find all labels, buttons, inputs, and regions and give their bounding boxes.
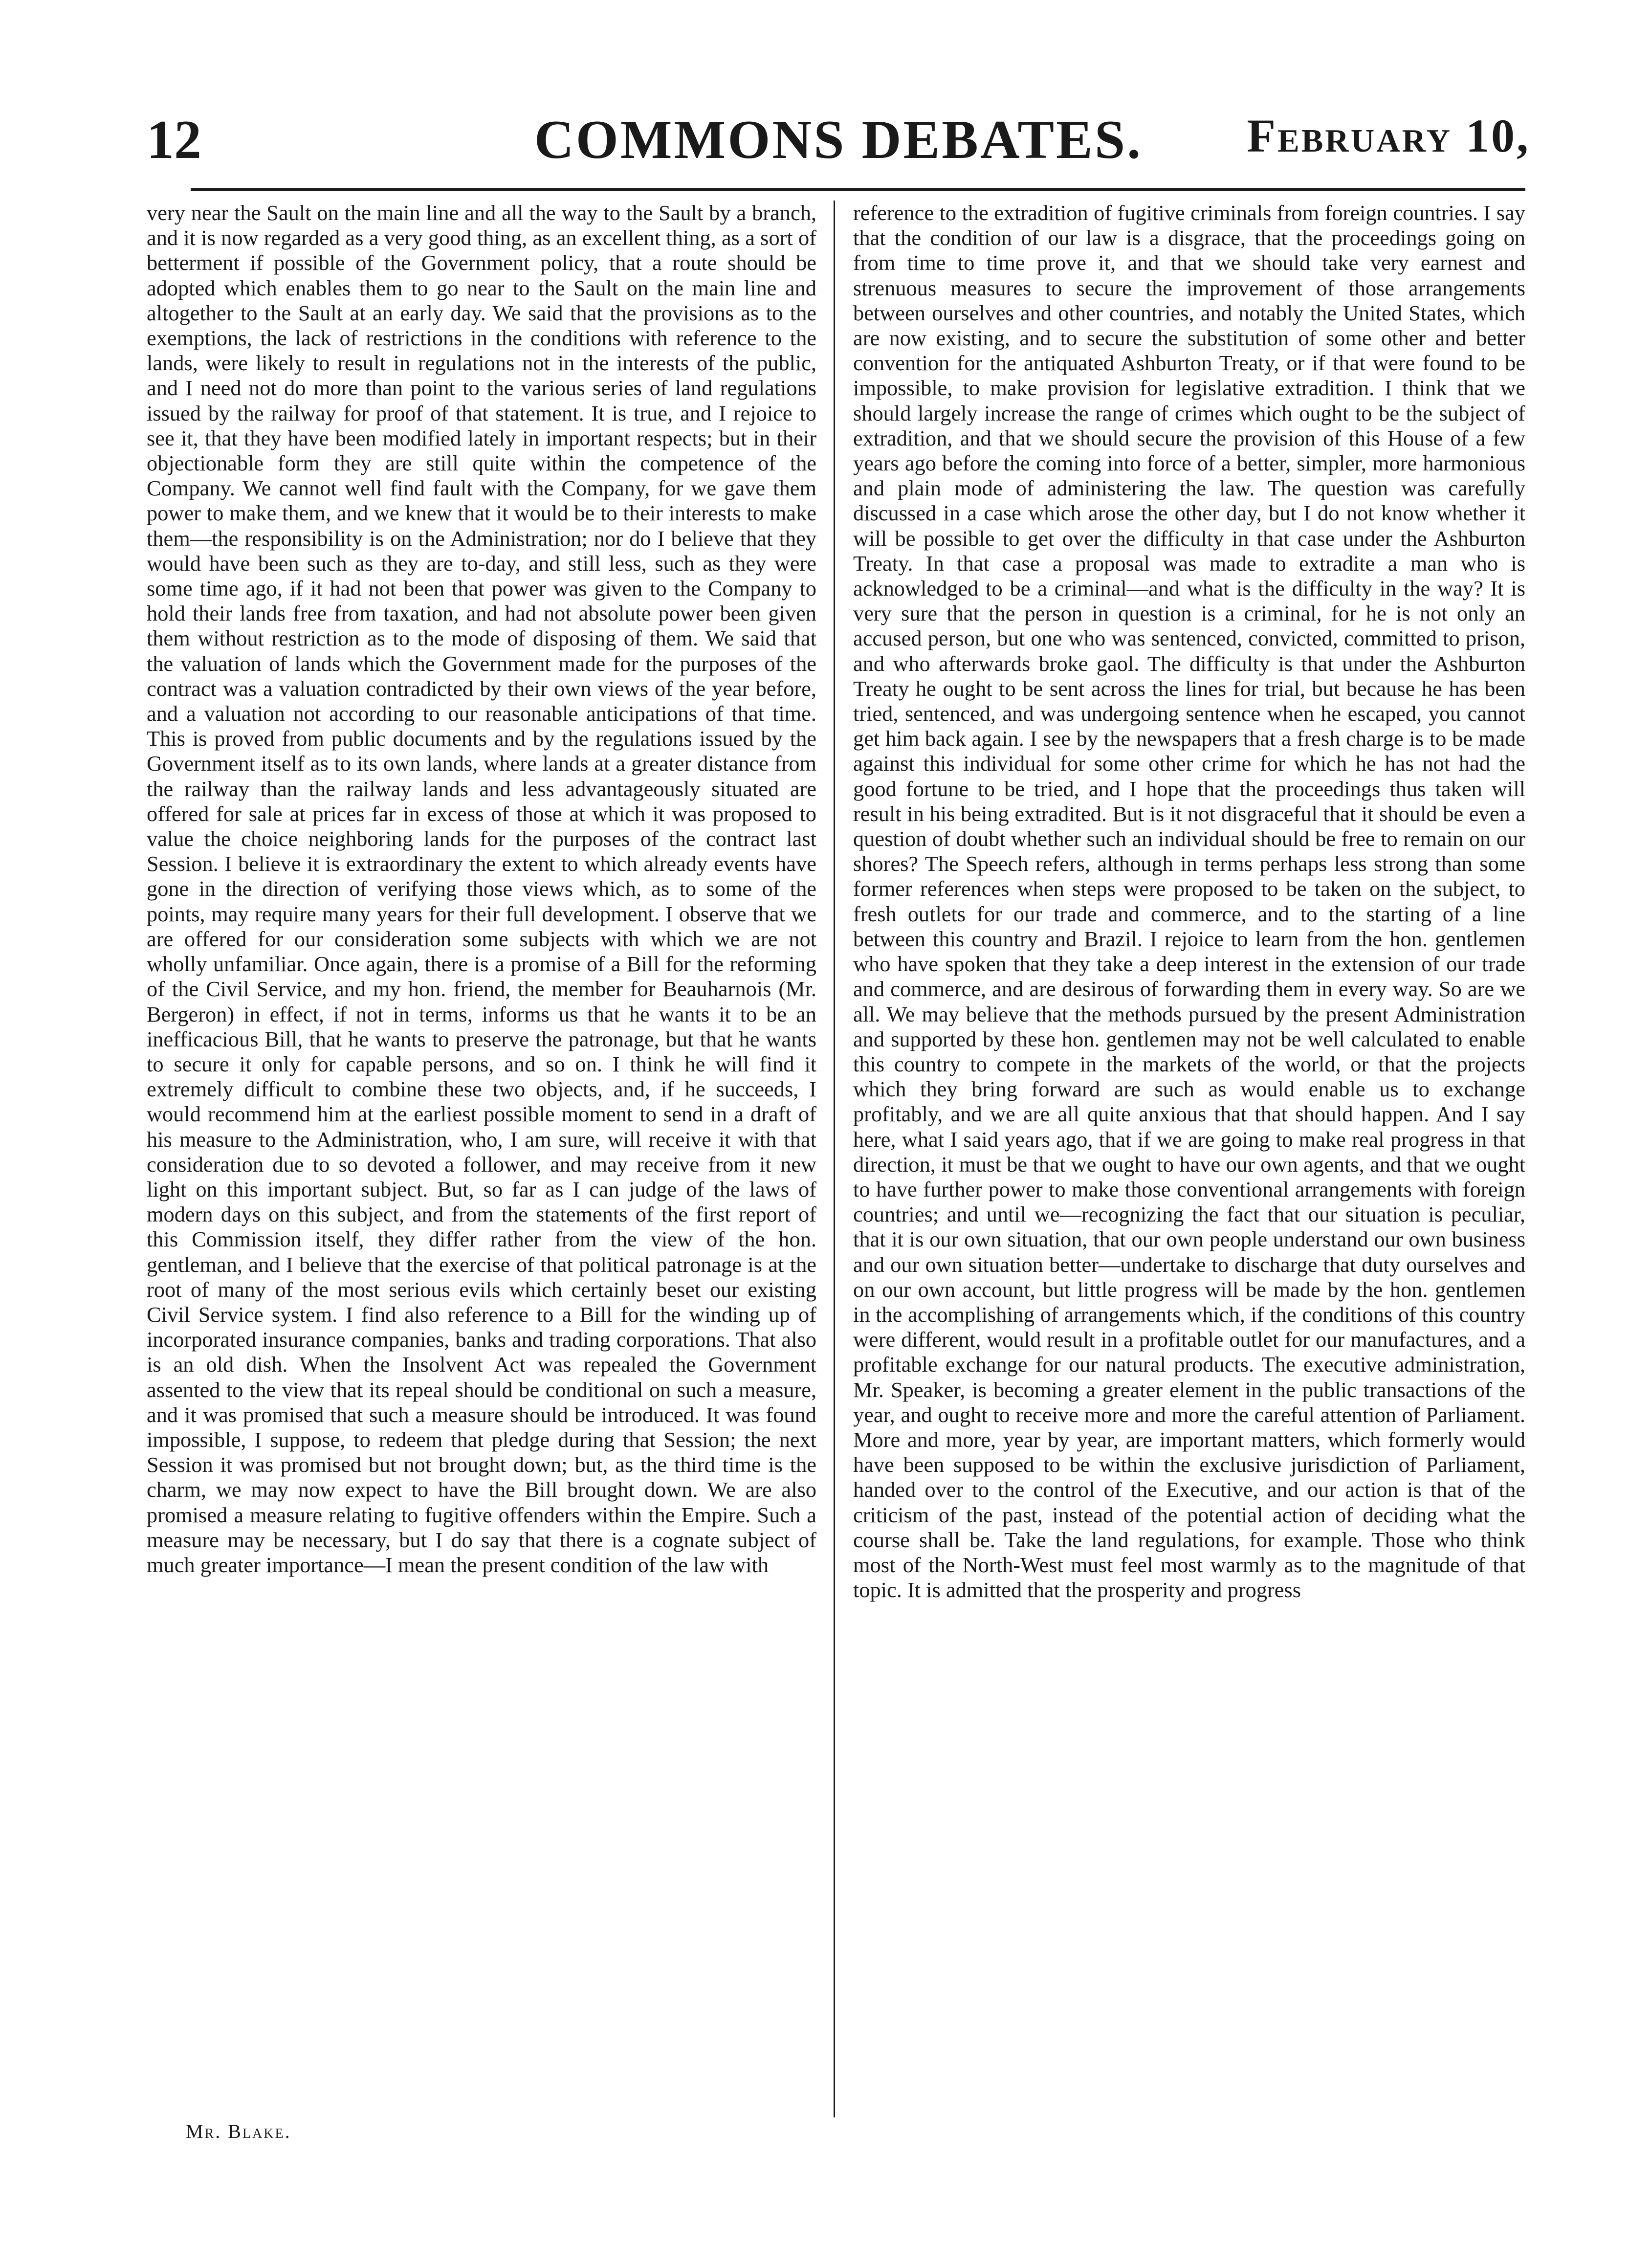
page-number: 12 — [147, 110, 201, 170]
column-divider — [834, 200, 835, 2117]
running-date: February 10, — [1247, 110, 1530, 162]
running-title: COMMONS DEBATES. — [534, 110, 1143, 170]
left-column-text: very near the Sault on the main line and all the way to the Sault by a branch, and it is now regarded as a very good thing, as an excellent thing, as a sort of betterment if possible of the Government policy, that a route should be adopted which enables them to go near to the Sault on the main line and altogether to the Sault at an early day. We said that the provisions as to the exemptions, the lack of restrictions in the conditions with reference to the lands, were likely to result in regulations not in the interests of the public, and I need not do more than point to the various series of land regulations issued by the railway for proof of that statement. It is true, and I rejoice to see it, that they have been modified lately in important respects; but in their objectionable form they are still quite within the competence of the Company. We cannot well find fault with the Company, for we gave them power to make them, and we knew that it would be to their interests to make them—the responsibility is on the Administration; nor do I believe that they would have been such as they are to-day, and still less, such as they were some time ago, if it had not been that power was given to the Company to hold their lands free from taxation, and had not absolute power been given them without restriction as to the mode of disposing of them. We said that the valuation of lands which the Government made for the purposes of the contract was a valuation contradicted by their own views of the year before, and a valuation not according to our reasonable anticipations of that time. This is proved from public documents and by the regulations issued by the Government itself as to its own lands, where lands at a greater distance from the railway than the railway lands and less advantageously situated are offered for sale at prices far in excess of those at which it was proposed to value the choice neighboring lands for the purposes of the contract last Session. I believe it is extraordinary the extent to which already events have gone in the direction of verifying those views which, as to some of the points, may require many years for their full development. I observe that we are offered for our consideration some subjects with which we are not wholly unfamiliar. Once again, there is a promise of a Bill for the reforming of the Civil Service, and my hon. friend, the member for Beauharnois (Mr. Bergeron) in effect, if not in terms, informs us that he wants it to be an inefficacious Bill, that he wants to preserve the patronage, but that he wants to secure it only for capable persons, and so on. I think he will find it extremely difficult to combine these two objects, and, if he succeeds, I would recommend him at the earliest possible moment to send in a draft of his measure to the Administration, who, I am sure, will receive it with that consideration due to so devoted a follower, and may receive from it new light on this important subject. But, so far as I can judge of the laws of modern days on this subject, and from the statements of the first report of this Commission itself, they differ rather from the view of the hon. gentleman, and I believe that the exercise of that political patronage is at the root of many of the most serious evils which certainly beset our existing Civil Service system. I find also reference to a Bill for the winding up of incorporated insurance companies, banks and trading corporations. That also is an old dish. When the Insolvent Act was repealed the Government assented to the view that its repeal should be conditional on such a measure, and it was promised that such a measure should be introduced. It was found impossible, I suppose, to redeem that pledge during that Session; the next Session it was promised but not brought down; but, as the third time is the charm, we may now expect to have the Bill brought down. We are also promised a measure relating to fugitive offenders within the Empire. Such a measure may be necessary, but I do say that there is a cognate subject of much greater importance—I mean the present condition of the law with — [147, 200, 816, 1577]
header-rule — [191, 188, 1525, 191]
speaker-footer: Mr. Blake. — [186, 2120, 291, 2142]
right-column-text: reference to the extradition of fugitive criminals from foreign countries. I say that the condition of our law is a disgrace, that the proceedings going on from time to time prove it, and that we should take very earnest and strenuous measures to secure the improvement of those arrangements between ourselves and other countries, and notably the United States, which are now existing, and to secure the substitution of some other and better convention for the antiquated Ashburton Treaty, or if that were found to be impossible, to make provision for legislative extradition. I think that we should largely increase the range of crimes which ought to be the subject of extradition, and that we should secure the provision of this House of a few years ago before the coming into force of a better, simpler, more harmonious and plain mode of administering the law. The question was carefully discussed in a case which arose the other day, but I do not know whether it will be possible to get over the difficulty in that case under the Ashburton Treaty. In that case a proposal was made to extradite a man who is acknowledged to be a criminal—and what is the difficulty in the way? It is very sure that the person in question is a criminal, for he is not only an accused person, but one who was sentenced, convicted, committed to prison, and who afterwards broke gaol. The difficulty is that under the Ashburton Treaty he ought to be sent across the lines for trial, but because he has been tried, sentenced, and was undergoing sentence when he escaped, you cannot get him back again. I see by the newspapers that a fresh charge is to be made against this individual for some other crime for which he has not had the good fortune to be tried, and I hope that the proceedings thus taken will result in his being extradited. But is it not disgraceful that it should be even a question of doubt whether such an individual should be free to remain on our shores? The Speech refers, although in terms perhaps less strong than some former references when steps were proposed to be taken on the subject, to fresh outlets for our trade and commerce, and to the starting of a line between this country and Brazil. I rejoice to learn from the hon. gentlemen who have spoken that they take a deep interest in the extension of our trade and commerce, and are desirous of forwarding them in every way. So are we all. We may believe that the methods pursued by the present Administration and supported by these hon. gentlemen may not be well calculated to enable this country to compete in the markets of the world, or that the projects which they bring forward are such as would enable us to exchange profitably, and we are all quite anxious that that should happen. And I say here, what I said years ago, that if we are going to make real progress in that direction, it must be that we ought to have our own agents, and that we ought to have further power to make those conventional arrangements with foreign countries; and until we—recognizing the fact that our situation is peculiar, that it is our own situation, that our own people understand our own business and our own situation better—undertake to discharge that duty ourselves and on our own account, but little progress will be made by the hon. gentlemen in the accomplishing of arrangements which, if the conditions of this country were different, would result in a profitable outlet for our manufactures, and a profitable exchange for our natural products. The executive administration, Mr. Speaker, is becoming a greater element in the public transactions of the year, and ought to receive more and more the careful attention of Parliament. More and more, year by year, are important matters, which formerly would have been supposed to be within the exclusive jurisdiction of Parliament, handed over to the control of the Executive, and our action is that of the criticism of the past, instead of the potential action of deciding what the course shall be. Take the land regulations, for example. Those who think most of the North-West must feel most warmly as to the magnitude of that topic. It is admitted that the prosperity and progress — [853, 200, 1525, 1602]
page-header — [147, 103, 1530, 176]
